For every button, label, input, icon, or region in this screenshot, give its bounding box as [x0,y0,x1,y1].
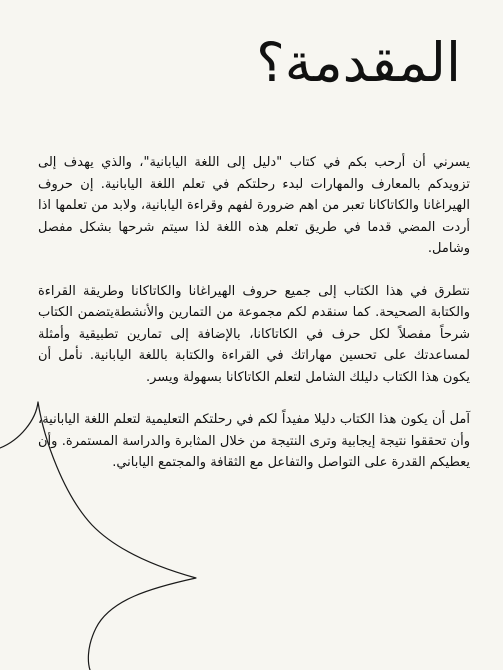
page-title: المقدمة؟ [256,31,461,94]
intro-paragraph-1: يسرني أن أرحب بكم في كتاب "دليل إلى اللغة اليابانية"، والذي يهدف إلى تزويدكم بالمعارف والمهارات لبدء رحلتكم في تعلم اللغة اليابانية. إن حروف الهيراغانا والكاتاكانا تعبر من اهم ضرورة لفهم وقراءة اليابانية، ولابد من تعلمها اذا أردت المضي قدما في طريق تعلم هذه اللغة لذا سيتم شرحها بشكل مفصل وشامل. [38,155,470,256]
intro-body [38,152,470,495]
intro-paragraph-3: آمل أن يكون هذا الكتاب دليلا مفيداً لكم في رحلتكم التعليمية لتعلم اللغة اليابانية، وأن تحققوا نتيجة إيجابية وترى النتيجة من خلال المثابرة والدراسة المستمرة. وأن يعطيكم القدرة على التواصل والتفاعل مع الثقافة والمجتمع الياباني. [38,412,470,470]
intro-paragraph-2: نتطرق في هذا الكتاب إلى جميع حروف الهيراغانا والكاتاكانا وطريقة القراءة والكتابة الصحيحة. كما سنقدم لكم مجموعة من التمارين والأنشطةيتضمن الكتاب شرحاً مفصلاً لكل حرف في الكاتاكانا، بالإضافة إلى تمارين تطبيقية وأمثلة لمساعدتك على تحسين مهاراتك في القراءة والكتابة باللغة اليابانية. نأمل أن يكون هذا الكتاب دليلك الشامل لتعلم الكاتاكانا بسهولة ويسر. [38,283,470,385]
